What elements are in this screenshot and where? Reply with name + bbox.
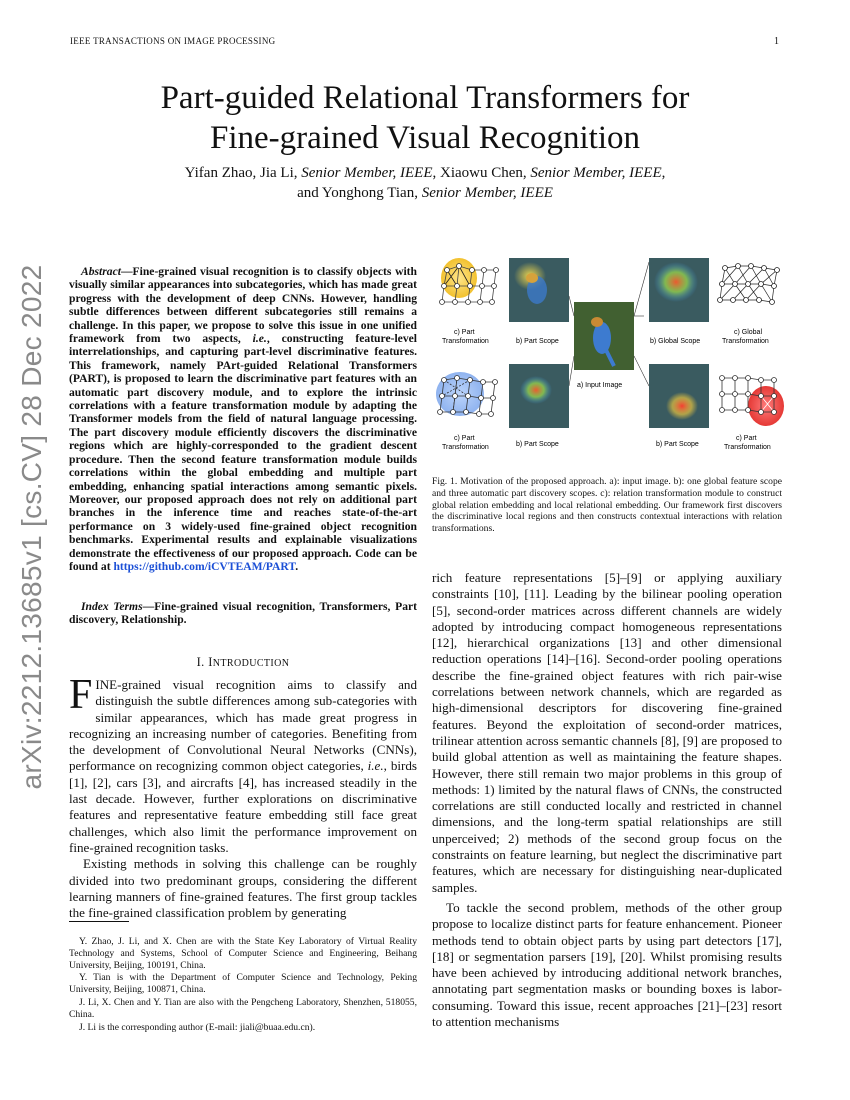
title-line-1: Part-guided Relational Transformers for [160,80,690,116]
bird-thumbnail-part-top [509,258,569,322]
figure-1 [432,256,784,466]
author-role-2: Senior Member, IEEE [530,165,662,181]
paper-title [60,78,790,158]
footnote: J. Li is the corresponding author (E-mail: jiali@buaa.edu.cn). [79,1021,316,1033]
intro-ie: i.e. [367,758,384,774]
global-graph [718,264,780,305]
title-line-2: Fine-grained Visual Recognition [210,120,640,156]
section-first-letter: I [208,655,213,669]
authors-text-2: , Xiaowu Chen, [432,165,531,181]
part-graph-bottom-right [720,376,785,427]
fig-label-part-transformation-bottom-right: c) Part [736,435,757,442]
abstract-dash: — [120,265,133,278]
index-terms-dash: — [142,600,155,613]
figure-caption: Fig. 1. Motivation of the proposed approach. a): input image. b): one global feature scope and three automatic part discovery scopes. c): relation transformation module to construct global relation embedding and local relational embedding. Our framework first discovers the discriminative local regions and then constructs contextual interactions with relation transformations. [432,476,782,535]
introduction-text [69,672,418,921]
intro-paragraph-1 [69,672,418,856]
abstract-end: . [295,559,299,573]
part-graph-top-left [440,258,499,305]
footnotes [69,936,417,1034]
fig-label-part-scope-bottom-right: b) Part Scope [656,441,699,448]
author-list [60,163,790,203]
journal-header: IEEE TRANSACTIONS ON IMAGE PROCESSING [70,36,276,46]
section-numeral: I. [196,655,209,669]
footnote: Y. Zhao, J. Li, and X. Chen are with the State Key Laboratory of Virtual Reality Technology and Systems, School of Computer Science and Engineering, Beihang University, Beijing, 100191, China. [69,936,417,971]
intro-text-1a: INE-grained visual recognition aims to classify and distinguish the subtle differences among sub-categories with similar appearances, which has made great progress in recognizing an increasing number of categories. Benefiting from the development of Convolutional Neural Networks (CNNs), performance on recognizing common object categories, [69,677,417,774]
footnote: Y. Tian is with the Department of Computer Science and Technology, Peking University, Beijing, 100871, China. [69,972,417,996]
fig-label-part-transformation-top-2: Transformation [442,338,489,345]
right-paragraph-2: To tackle the second problem, methods of the other group propose to localize distinct parts for feature enhancement. Pioneer methods tend to obtain object parts by using part detectors [17], [18] or segmentation parsers [19], [20]. Whilst promising results have been achieved by introducing additional network branches, annotating part segmentation masks or bounding boxes is labor-consuming. Toward this issue, recent approaches [21]–[23] resort to attention mechanisms [432,899,782,1030]
intro-text-1b: , birds [1], [2], cars [3], and aircrafts [4], has increased steadily in the last decade. However, further explorations on discriminative features and representative feature embedding still face great challenges, which also limit the performance improvement on fine-grained recognition tasks. [69,758,418,855]
arxiv-stamp [12,264,52,790]
abstract [69,265,417,573]
fig-label-part-transformation-bottom-right-2: Transformation [724,444,771,451]
authors-text-3: , [661,165,666,181]
input-image [574,302,634,370]
abstract-text-1: Fine-grained visual recognition is to classify objects with visually similar appearances into subcategories, which has made great progress with the development of deep CNNs. However, handling subtle differences between different subcategories still remains a challenge. In this paper, we propose to solve this issue in one unified framework from two aspects, [69,265,417,346]
footnote: J. Li, X. Chen and Y. Tian are also with the Pengcheng Laboratory, Shenzhen, 518055, China. [69,996,417,1020]
right-paragraph-1: rich feature representations [5]–[9] or applying auxiliary constraints [10], [11]. Leading by the bilinear pooling operation [5], second-order matrices across different channels are widely adopted by introducing compact homogeneous representations [12], hierarchical organizations [13] and other dimensional reduction operations [14]–[16]. Second-order pooling operations describe the fine-grained object features with rich pair-wise correlations between network channels, which are regarded as high-dimensional descriptors for discovering fine-grained features. Beyond the exploitation of second-order matrices, trilinear attention across semantic channels [8], [9] are proposed to build global attention as well as maintaining the feature shapes. However, there still remain two major problems in this group of methods: 1) limited by the natural flaws of CNNs, the constructed correlations are still conducted locally and restricted in channel dimensions, and the long-term spatial relationships are still unperceived; 2) methods of the second group focus on the constraints on feature learning, but neglect the discriminative part features, which are necessary for distinguishing near-duplicated samples. [432,570,782,895]
bird-thumbnail-global [649,258,709,322]
abstract-label: Abstract [81,265,121,278]
bird-thumbnail-part-bottom-right [649,364,709,428]
drop-cap: F [69,672,93,718]
arxiv-id: arXiv:2212.13685v1 [cs.CV] 28 Dec 2022 [16,264,47,790]
bird-thumbnail-part-bottom-left [509,364,569,428]
fig-label-global-scope: b) Global Scope [650,338,701,345]
footnote-rule [69,921,129,922]
fig-label-global-transformation-2: Transformation [722,338,769,345]
page-number: 1 [774,36,779,47]
fig-label-part-transformation-top: c) Part [454,329,475,336]
section-rest: NTRODUCTION [212,658,290,669]
right-column-text [432,570,782,1030]
fig-label-part-transformation-bottom-2: Transformation [442,444,489,451]
authors-text-4: and Yonghong Tian, [297,185,422,201]
intro-paragraph-2: Existing methods in solving this challenge can be roughly divided into two predominant groups, considering the different learning manners of fine-grained features. The first group tackles the fine-grained classification problem by generating [69,856,417,921]
abstract-text-2: , constructing feature-level interrelationships, and capturing part-level discriminative features. This framework, namely PArt-guided Relational Transformers (PART), is proposed to learn the discriminative part features with an automatic part discovery module, and to explore the intrinsic correlations with a feature transformation module by adapting the Transformer models from the field of natural language processing. The part discovery module efficiently discovers the discriminative regions which are highly-corresponded to the gradient descent procedure. Then the second feature transformation module builds correlations within the global embedding and multiple part embedding, enhancing spatial interactions among semantic pixels. Moreover, our proposed approach does not rely on additional part branches in the inference time and reaches state-of-the-art performance on 3 widely-used fine-grained object recognition benchmarks. Experimental results and explainable visualizations demonstrate the effectiveness of our proposed approach. Code can be found at [69,332,417,573]
authors-text-1: Yifan Zhao, Jia Li, [184,165,302,181]
fig-label-input-image: a) Input Image [577,382,623,389]
author-role-3: Senior Member, IEEE [421,185,553,201]
fig-label-part-scope-bottom-left: b) Part Scope [516,441,559,448]
fig-label-global-transformation: c) Global [734,329,763,336]
section-heading [69,655,417,670]
fig-label-part-scope-top: b) Part Scope [516,338,559,345]
code-link[interactable]: https://github.com/iCVTEAM/PART [113,559,296,573]
index-terms-text: Fine-grained visual recognition, Transformers, Part discovery, Relationship. [69,600,417,627]
abstract-ie: i.e. [252,332,267,346]
author-role-1: Senior Member, IEEE [301,165,433,181]
index-terms [69,600,417,627]
index-terms-label: Index Terms [81,600,143,613]
part-graph-bottom-left [436,372,498,417]
fig-label-part-transformation-bottom: c) Part [454,435,475,442]
